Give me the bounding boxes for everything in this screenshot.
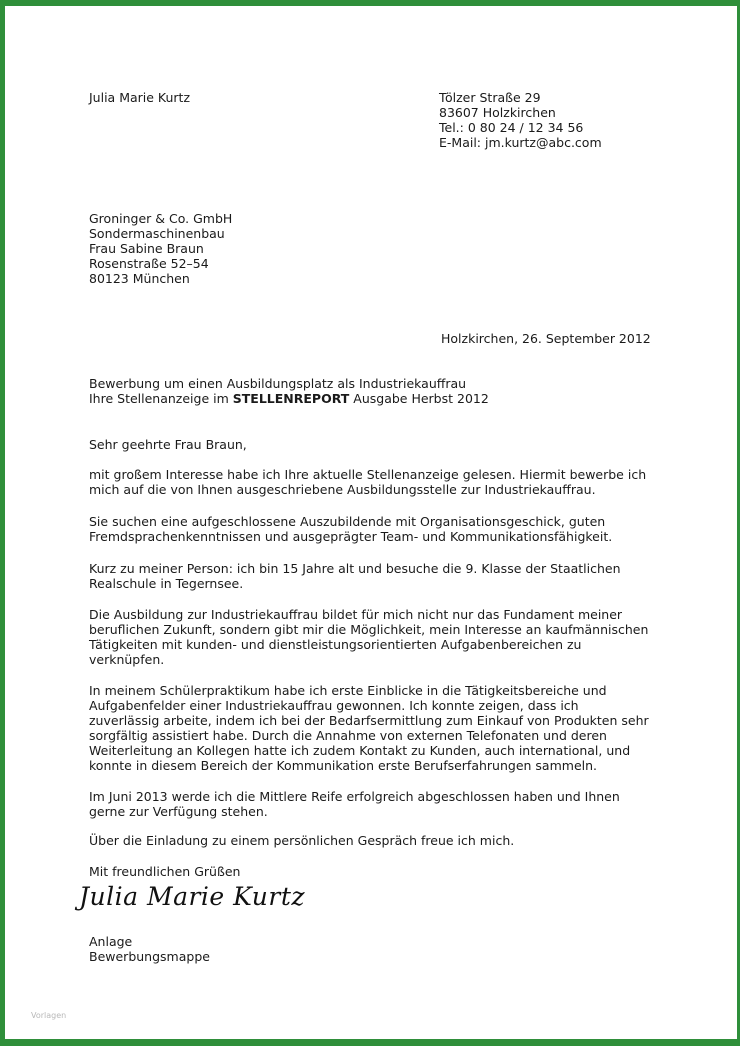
subject-line-2 [89, 391, 489, 406]
sender-address [439, 90, 602, 150]
paragraph-line: verknüpfen. [89, 652, 165, 667]
sender-phone: Tel.: 0 80 24 / 12 34 56 [439, 120, 584, 135]
paragraph-line: konnte in diesem Bereich der Kommunikation erste Berufserfahrungen sammeln. [89, 758, 598, 773]
paragraph-line: Fremdsprachenkenntnissen und ausgeprägter Team- und Kommunikationsfähigkeit. [89, 529, 613, 544]
paragraph-1 [89, 467, 669, 497]
paragraph-line: Weiterleitung an Kollegen hatte ich zudem Kontakt zu Kunden, auch international, und [89, 743, 631, 758]
paragraph-line: Über die Einladung zu einem persönlichen Gespräch freue ich mich. [89, 833, 515, 848]
subject-block [89, 376, 489, 406]
paragraph-line: zuverlässig arbeite, indem ich bei der Bedarfsermittlung zum Einkauf von Produkten sehr [89, 713, 649, 728]
paragraph-line: Tätigkeiten mit kunden- und dienstleistungsorientierten Aufgabenbereichen zu [89, 637, 582, 652]
sender-street: Tölzer Straße 29 [439, 90, 541, 105]
salutation: Sehr geehrte Frau Braun, [89, 437, 247, 452]
subject-bold: STELLENREPORT [232, 391, 350, 406]
enclosure-item: Bewerbungsmappe [89, 949, 210, 964]
watermark: Vorlagen [31, 1011, 67, 1020]
subject-line-1: Bewerbung um einen Ausbildungsplatz als Industriekauffrau [89, 376, 467, 391]
signature: Julia Marie Kurtz [79, 882, 306, 911]
recipient-street: Rosenstraße 52–54 [89, 256, 209, 271]
paragraph-5 [89, 683, 669, 773]
subject-prefix: Ihre Stellenanzeige im [89, 391, 233, 406]
paragraph-line: Aufgabenfelder einer Industriekauffrau gewonnen. Ich konnte zeigen, dass ich [89, 698, 579, 713]
subject-suffix: Ausgabe Herbst 2012 [349, 391, 489, 406]
paragraph-line: gerne zur Verfügung stehen. [89, 804, 268, 819]
paragraph-line: sorgfältig assistiert habe. Durch die Annahme von externen Telefonaten und deren [89, 728, 607, 743]
paragraph-line: Die Ausbildung zur Industriekauffrau bildet für mich nicht nur das Fundament meiner [89, 607, 623, 622]
paragraph-2 [89, 514, 669, 544]
recipient-contact: Frau Sabine Braun [89, 241, 204, 256]
sender-email: E-Mail: jm.kurtz@abc.com [439, 135, 602, 150]
paragraph-line: beruflichen Zukunft, sondern gibt mir die Möglichkeit, mein Interesse an kaufmännischen [89, 622, 649, 637]
paragraph-line: mich auf die von Ihnen ausgeschriebene Ausbildungsstelle zur Industriekauffrau. [89, 482, 596, 497]
paragraph-7 [89, 833, 669, 848]
sender-name: Julia Marie Kurtz [89, 90, 191, 105]
paragraph-4 [89, 607, 669, 667]
paragraph-3 [89, 561, 669, 591]
recipient-city: 80123 München [89, 271, 190, 286]
recipient-department: Sondermaschinenbau [89, 226, 225, 241]
enclosure [89, 934, 210, 964]
paragraph-line: Im Juni 2013 werde ich die Mittlere Reife erfolgreich abgeschlossen haben und Ihnen [89, 789, 620, 804]
paragraph-line: mit großem Interesse habe ich Ihre aktuelle Stellenanzeige gelesen. Hiermit bewerbe ich [89, 467, 647, 482]
enclosure-label: Anlage [89, 934, 133, 949]
sender-city: 83607 Holzkirchen [439, 105, 556, 120]
recipient-address [89, 211, 232, 286]
paragraph-line: Realschule in Tegernsee. [89, 576, 244, 591]
letter-date: Holzkirchen, 26. September 2012 [441, 331, 651, 346]
paragraph-6 [89, 789, 669, 819]
closing: Mit freundlichen Grüßen [89, 864, 241, 879]
paragraph-line: In meinem Schülerpraktikum habe ich erste Einblicke in die Tätigkeitsbereiche und [89, 683, 607, 698]
recipient-company: Groninger & Co. GmbH [89, 211, 233, 226]
paragraph-line: Kurz zu meiner Person: ich bin 15 Jahre alt und besuche die 9. Klasse der Staatlichen [89, 561, 621, 576]
paragraph-line: Sie suchen eine aufgeschlossene Auszubildende mit Organisationsgeschick, guten [89, 514, 606, 529]
